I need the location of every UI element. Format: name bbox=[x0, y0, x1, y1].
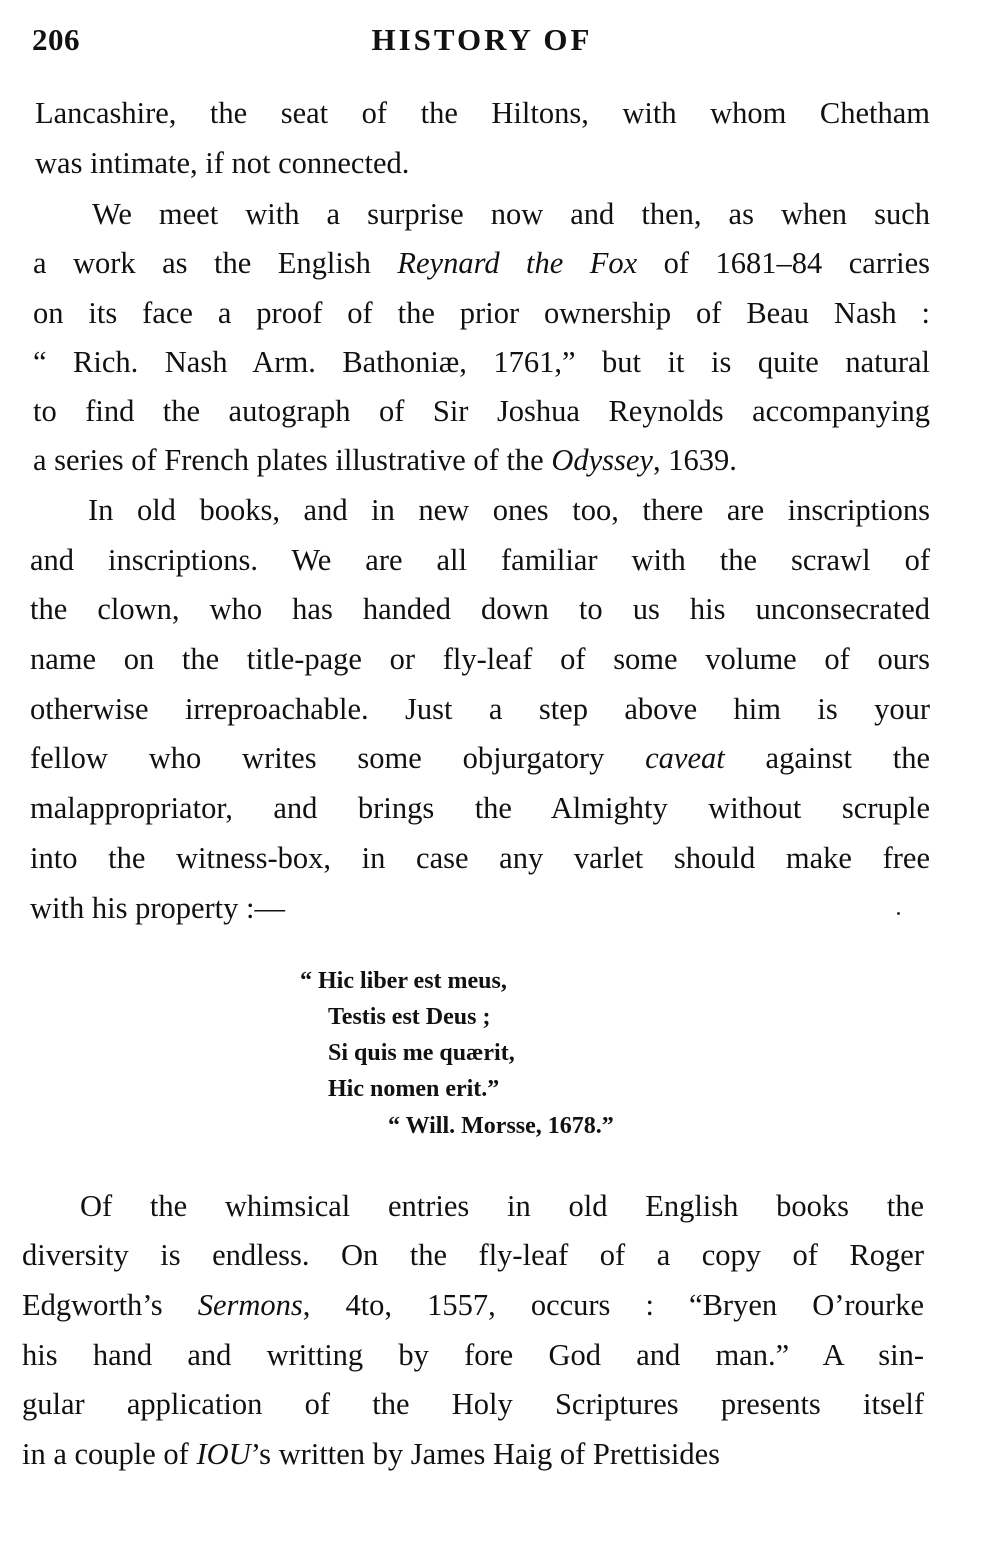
text-segment: in a couple of bbox=[22, 1437, 197, 1471]
page-number: 206 bbox=[32, 22, 80, 57]
text-segment: to find the autograph of Sir Joshua Reynolds accompanying bbox=[33, 394, 930, 428]
text-segment: In old books, and in new ones too, there are inscriptions bbox=[88, 493, 930, 527]
print-speck bbox=[897, 912, 900, 915]
text-line bbox=[22, 1285, 924, 1325]
text-segment: ’s written by James Haig of Prettisides bbox=[250, 1437, 720, 1471]
text-segment: and inscriptions. We are all familiar with the scrawl of bbox=[30, 543, 930, 577]
text-segment: diversity is endless. On the fly-leaf of a copy of Roger bbox=[22, 1238, 924, 1272]
italic-title: caveat bbox=[645, 741, 725, 775]
text-segment: fellow who writes some objurgatory bbox=[30, 741, 646, 775]
text-line bbox=[33, 342, 930, 382]
text-segment: gular application of the Holy Scriptures presents itself bbox=[22, 1387, 924, 1421]
text-line bbox=[30, 540, 930, 580]
text-segment: with his property :— bbox=[30, 891, 285, 925]
text-line bbox=[30, 738, 930, 778]
text-line: Lancashire, the seat of the Hiltons, with whom Chetham bbox=[35, 96, 930, 130]
verse-line: Si quis me quærit, bbox=[328, 1040, 515, 1066]
text-segment: , 4to, 1557, occurs : “Bryen O’rourke bbox=[302, 1288, 924, 1322]
text-segment: against the bbox=[724, 741, 930, 775]
text-line bbox=[33, 293, 930, 333]
verse-line: Hic nomen erit.” bbox=[328, 1076, 500, 1102]
text-line bbox=[30, 689, 930, 729]
text-segment: “ Rich. Nash Arm. Bathoniæ, 1761,” but it is quite natural bbox=[33, 345, 930, 379]
text-segment: his hand and writting by fore God and man.” A sin- bbox=[22, 1338, 924, 1372]
text-segment: the clown, who has handed down to us his unconsecrated bbox=[30, 592, 930, 626]
running-header bbox=[32, 22, 932, 66]
text-line bbox=[92, 194, 930, 234]
text-line bbox=[30, 788, 930, 828]
text-line bbox=[33, 243, 930, 283]
italic-title: IOU bbox=[196, 1437, 251, 1471]
text-segment: , 1639. bbox=[652, 443, 737, 477]
verse-attribution: “ Will. Morsse, 1678.” bbox=[388, 1113, 614, 1139]
text-segment: malappropriator, and brings the Almighty without scruple bbox=[30, 791, 930, 825]
text-segment: We meet with a surprise now and then, as when such bbox=[92, 197, 930, 231]
text-line bbox=[22, 1235, 924, 1275]
verse-line: “ Hic liber est meus, bbox=[300, 968, 507, 994]
text-line bbox=[22, 1384, 924, 1424]
text-line bbox=[30, 639, 930, 679]
italic-title: Sermons bbox=[197, 1288, 303, 1322]
text-line bbox=[33, 391, 930, 431]
text-segment: on its face a proof of the prior ownership of Beau Nash : bbox=[33, 296, 930, 330]
text-segment: otherwise irreproachable. Just a step above him is your bbox=[30, 692, 930, 726]
text-line bbox=[22, 1434, 924, 1474]
text-segment: name on the title-page or fly-leaf of some volume of ours bbox=[30, 642, 930, 676]
verse-line: Testis est Deus ; bbox=[328, 1004, 491, 1030]
text-line bbox=[30, 888, 930, 928]
text-line bbox=[22, 1335, 924, 1375]
text-segment: a series of French plates illustrative of the bbox=[33, 443, 552, 477]
text-segment: Of the whimsical entries in old English books the bbox=[80, 1189, 924, 1223]
italic-title: Reynard the Fox bbox=[397, 246, 638, 280]
text-line bbox=[30, 838, 930, 878]
text-line bbox=[30, 589, 930, 629]
text-segment: into the witness-box, in case any varlet should make free bbox=[30, 841, 930, 875]
text-segment: of 1681–84 carries bbox=[637, 246, 930, 280]
italic-title: Odyssey bbox=[551, 443, 653, 477]
text-segment: Edgworth’s bbox=[22, 1288, 198, 1322]
text-line bbox=[33, 440, 930, 480]
text-line bbox=[88, 490, 930, 530]
text-line: was intimate, if not connected. bbox=[35, 146, 410, 180]
text-line bbox=[80, 1186, 924, 1226]
text-segment: a work as the English bbox=[33, 246, 398, 280]
running-title: HISTORY OF bbox=[371, 22, 593, 57]
